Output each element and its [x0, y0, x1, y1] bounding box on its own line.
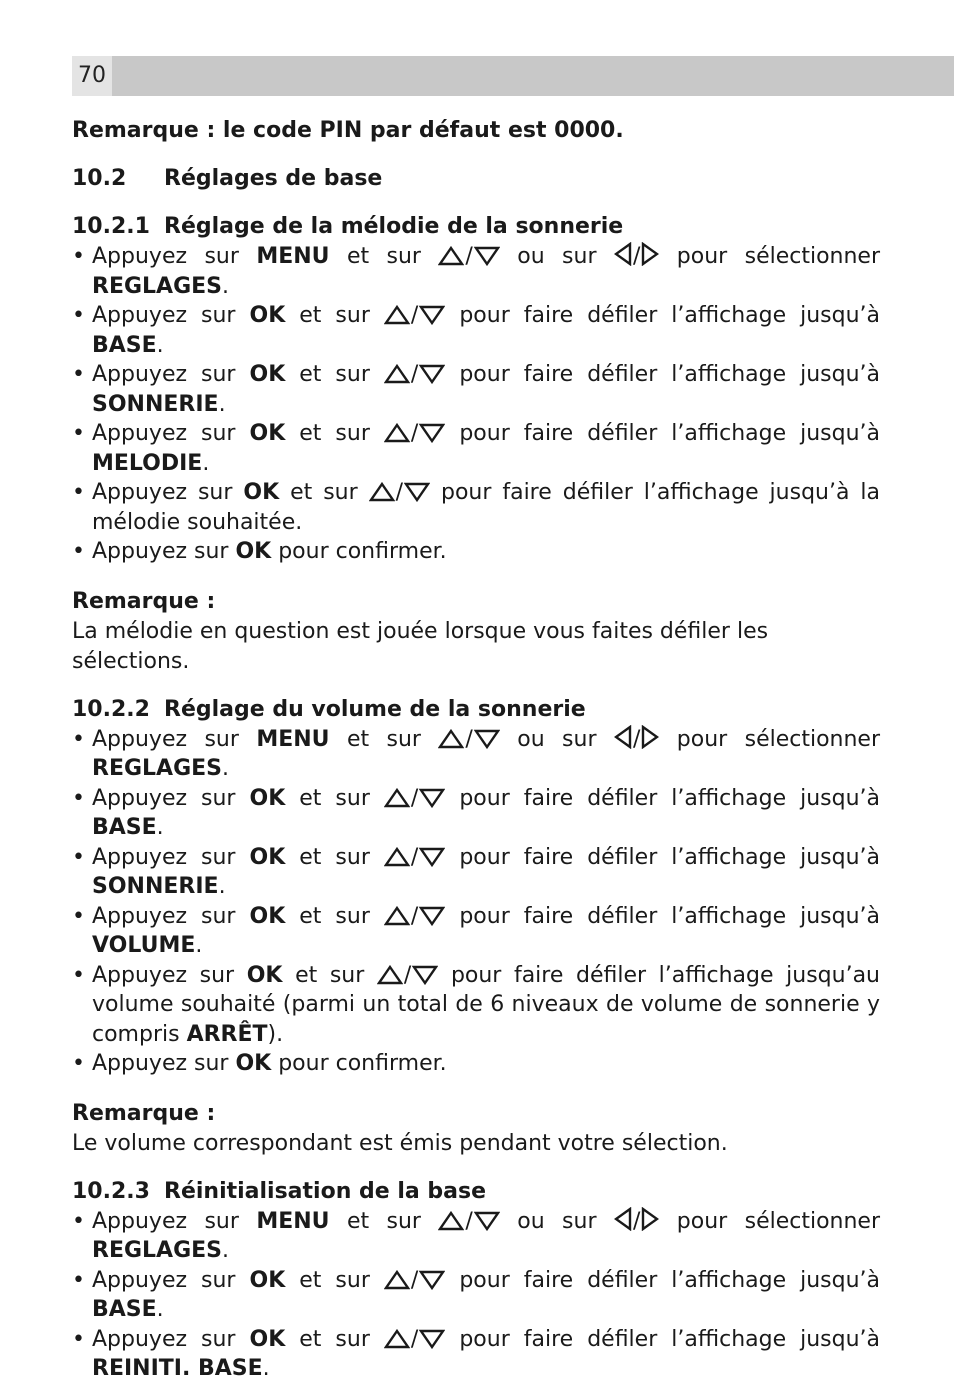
- step-text: et sur: [299, 785, 370, 811]
- slash: /: [410, 1326, 419, 1352]
- list-item: [72, 784, 880, 843]
- key-ok: OK: [249, 844, 286, 870]
- down-triangle-icon: [419, 305, 445, 325]
- step-text: mélodie souhaitée.: [92, 509, 303, 535]
- step-text: et sur: [299, 303, 370, 328]
- step-text: et sur: [346, 1208, 421, 1234]
- period: .: [222, 273, 230, 299]
- step-text: ou sur: [517, 1208, 597, 1234]
- steps-list-volume: [72, 725, 880, 1079]
- left-triangle-icon: [614, 242, 632, 266]
- list-item: [72, 419, 880, 478]
- step-text: Appuyez sur: [92, 785, 236, 811]
- up-triangle-icon: [384, 364, 410, 384]
- step-text: Appuyez sur: [92, 844, 236, 870]
- down-triangle-icon: [412, 965, 438, 985]
- list-item: [72, 961, 880, 1050]
- step-text: pour faire défiler l’affichage jusqu’à la: [440, 480, 880, 505]
- closing-paren: ).: [267, 1021, 284, 1047]
- step-text: Appuyez sur: [92, 962, 235, 988]
- list-item: [72, 360, 880, 419]
- subsection-number: 10.2.1: [72, 214, 150, 239]
- step-text: pour faire défiler l’affichage jusqu’à: [459, 785, 881, 811]
- slash: /: [465, 726, 473, 752]
- subsection-heading-reset: [72, 1177, 880, 1207]
- step-text: Appuyez sur: [92, 1326, 236, 1352]
- down-triangle-icon: [419, 906, 445, 926]
- steps-list-melody: [72, 242, 880, 567]
- period: .: [156, 332, 164, 358]
- up-triangle-icon: [384, 788, 410, 808]
- steps-list-reset: [72, 1207, 880, 1384]
- key-ok: OK: [243, 480, 280, 505]
- step-text: Appuyez sur: [92, 1051, 229, 1076]
- list-item: [72, 242, 880, 301]
- period: .: [218, 391, 226, 417]
- step-text: Appuyez sur: [92, 903, 236, 929]
- page-number: 70: [72, 56, 112, 96]
- step-text: Appuyez sur: [92, 421, 236, 446]
- menu-base: BASE: [92, 1297, 157, 1322]
- page-content: [72, 112, 880, 1384]
- down-triangle-icon: [474, 246, 500, 266]
- pin-note: Remarque : le code PIN par défaut est 0000.: [72, 118, 624, 143]
- left-triangle-icon: [614, 725, 632, 749]
- step-text: Appuyez sur: [92, 480, 233, 505]
- up-triangle-icon: [438, 729, 464, 749]
- subsection-title: Réglage du volume de la sonnerie: [164, 696, 586, 722]
- slash: /: [410, 362, 419, 387]
- slash: /: [465, 244, 473, 269]
- step-text: pour faire défiler l’affichage jusqu’au: [450, 962, 880, 988]
- key-menu: MENU: [256, 244, 330, 269]
- step-text: pour faire défiler l’affichage jusqu’à: [459, 1326, 881, 1352]
- step-text: ou sur: [517, 244, 597, 269]
- key-menu: MENU: [256, 1208, 330, 1234]
- period: .: [156, 815, 164, 840]
- left-triangle-icon: [614, 1207, 632, 1231]
- step-text: et sur: [299, 903, 370, 929]
- step-text: et sur: [290, 480, 358, 505]
- step-text: pour sélectionner: [676, 244, 881, 269]
- subsection-number: 10.2.2: [72, 696, 150, 722]
- step-text: pour confirmer.: [278, 539, 447, 564]
- up-triangle-icon: [384, 305, 410, 325]
- menu-reglages: REGLAGES: [92, 1238, 223, 1263]
- down-triangle-icon: [419, 1329, 445, 1349]
- step-text: et sur: [346, 244, 421, 269]
- slash: /: [410, 303, 419, 328]
- step-text: pour sélectionner: [676, 726, 881, 752]
- step-text: Appuyez sur: [92, 1208, 239, 1234]
- key-ok: OK: [249, 1326, 286, 1352]
- step-text: et sur: [299, 844, 370, 870]
- list-item: [72, 843, 880, 902]
- list-item: [72, 1325, 880, 1384]
- up-triangle-icon: [438, 246, 464, 266]
- period: .: [156, 1297, 164, 1322]
- step-text: et sur: [299, 1326, 370, 1352]
- slash: /: [632, 244, 641, 269]
- down-triangle-icon: [474, 729, 500, 749]
- slash: /: [632, 726, 641, 752]
- step-text: Appuyez sur: [92, 244, 239, 269]
- down-triangle-icon: [419, 364, 445, 384]
- slash: /: [410, 785, 419, 811]
- slash: /: [632, 1208, 641, 1234]
- section-number: 10.2: [72, 166, 127, 191]
- key-menu: MENU: [256, 726, 330, 752]
- up-triangle-icon: [384, 906, 410, 926]
- step-text: pour sélectionner: [676, 1208, 881, 1234]
- header-bar: [72, 56, 954, 96]
- step-text: et sur: [295, 962, 365, 988]
- down-triangle-icon: [419, 1270, 445, 1290]
- right-triangle-icon: [641, 1207, 659, 1231]
- remark-melody: [72, 587, 880, 677]
- key-ok: OK: [249, 785, 286, 811]
- up-triangle-icon: [377, 965, 403, 985]
- step-text: pour confirmer.: [278, 1051, 447, 1076]
- slash: /: [465, 1208, 473, 1234]
- up-triangle-icon: [384, 423, 410, 443]
- list-item: [72, 1266, 880, 1325]
- list-item: [72, 725, 880, 784]
- slash: /: [410, 1267, 419, 1293]
- down-triangle-icon: [404, 482, 430, 502]
- menu-arret: ARRÊT: [186, 1021, 268, 1047]
- list-item: [72, 1207, 880, 1266]
- up-triangle-icon: [384, 1329, 410, 1349]
- slash: /: [410, 844, 419, 870]
- subsection-number: 10.2.3: [72, 1178, 150, 1204]
- period: .: [195, 933, 203, 958]
- step-text: pour faire défiler l’affichage jusqu’à: [459, 903, 881, 929]
- period: .: [202, 450, 210, 476]
- remark-label: Remarque :: [72, 588, 216, 614]
- down-triangle-icon: [419, 847, 445, 867]
- section-title: Réglages de base: [164, 166, 383, 191]
- menu-reiniti-base: REINITI. BASE: [92, 1356, 263, 1381]
- list-item: [72, 537, 880, 567]
- down-triangle-icon: [419, 788, 445, 808]
- subsection-title: Réinitialisation de la base: [164, 1178, 487, 1204]
- menu-base: BASE: [92, 815, 157, 840]
- step-text: pour faire défiler l’affichage jusqu’à: [459, 421, 881, 446]
- key-ok: OK: [249, 362, 286, 387]
- menu-reglages: REGLAGES: [92, 756, 223, 781]
- key-ok: OK: [235, 539, 272, 564]
- step-text: pour faire défiler l’affichage jusqu’à: [459, 844, 881, 870]
- step-text: et sur: [299, 1267, 370, 1293]
- up-triangle-icon: [384, 1270, 410, 1290]
- remark-text: La mélodie en question est jouée lorsque vous faites défiler les sélections.: [72, 618, 769, 674]
- period: .: [218, 874, 226, 899]
- menu-base: BASE: [92, 332, 157, 358]
- key-ok: OK: [246, 962, 283, 988]
- list-item: [72, 1049, 880, 1079]
- menu-melodie: MELODIE: [92, 450, 203, 476]
- section-heading: [72, 164, 880, 194]
- slash: /: [395, 480, 404, 505]
- subsection-heading-volume: [72, 695, 880, 725]
- right-triangle-icon: [641, 242, 659, 266]
- key-ok: OK: [249, 1267, 286, 1293]
- key-ok: OK: [235, 1051, 272, 1076]
- step-text: volume souhaité (parmi un total de 6 niveaux de volume de sonnerie y compris: [92, 992, 880, 1047]
- period: .: [222, 1238, 230, 1263]
- step-text: ou sur: [517, 726, 597, 752]
- remark-volume: [72, 1099, 880, 1159]
- right-triangle-icon: [641, 725, 659, 749]
- step-text: Appuyez sur: [92, 362, 236, 387]
- list-item: [72, 301, 880, 360]
- menu-reglages: REGLAGES: [92, 273, 223, 299]
- key-ok: OK: [249, 903, 286, 929]
- remark-text: Le volume correspondant est émis pendant votre sélection.: [72, 1130, 728, 1156]
- key-ok: OK: [249, 421, 286, 446]
- step-text: pour faire défiler l’affichage jusqu’à: [459, 362, 881, 387]
- menu-volume: VOLUME: [92, 933, 196, 958]
- step-text: Appuyez sur: [92, 1267, 236, 1293]
- up-triangle-icon: [384, 847, 410, 867]
- key-ok: OK: [249, 303, 286, 328]
- step-text: Appuyez sur: [92, 726, 239, 752]
- subsection-heading-melody: [72, 212, 880, 242]
- period: .: [262, 1356, 270, 1381]
- slash: /: [410, 421, 419, 446]
- step-text: Appuyez sur: [92, 303, 236, 328]
- down-triangle-icon: [474, 1211, 500, 1231]
- list-item: [72, 902, 880, 961]
- slash: /: [403, 962, 412, 988]
- step-text: et sur: [299, 362, 370, 387]
- step-text: pour faire défiler l’affichage jusqu’à: [459, 303, 881, 328]
- step-text: et sur: [299, 421, 370, 446]
- menu-sonnerie: SONNERIE: [92, 391, 219, 417]
- remark-label: Remarque :: [72, 1100, 216, 1126]
- menu-sonnerie: SONNERIE: [92, 874, 219, 899]
- slash: /: [410, 903, 419, 929]
- list-item: [72, 478, 880, 537]
- step-text: et sur: [346, 726, 421, 752]
- up-triangle-icon: [369, 482, 395, 502]
- down-triangle-icon: [419, 423, 445, 443]
- step-text: pour faire défiler l’affichage jusqu’à: [459, 1267, 881, 1293]
- step-text: Appuyez sur: [92, 539, 229, 564]
- subsection-title: Réglage de la mélodie de la sonnerie: [164, 214, 624, 239]
- period: .: [222, 756, 230, 781]
- up-triangle-icon: [438, 1211, 464, 1231]
